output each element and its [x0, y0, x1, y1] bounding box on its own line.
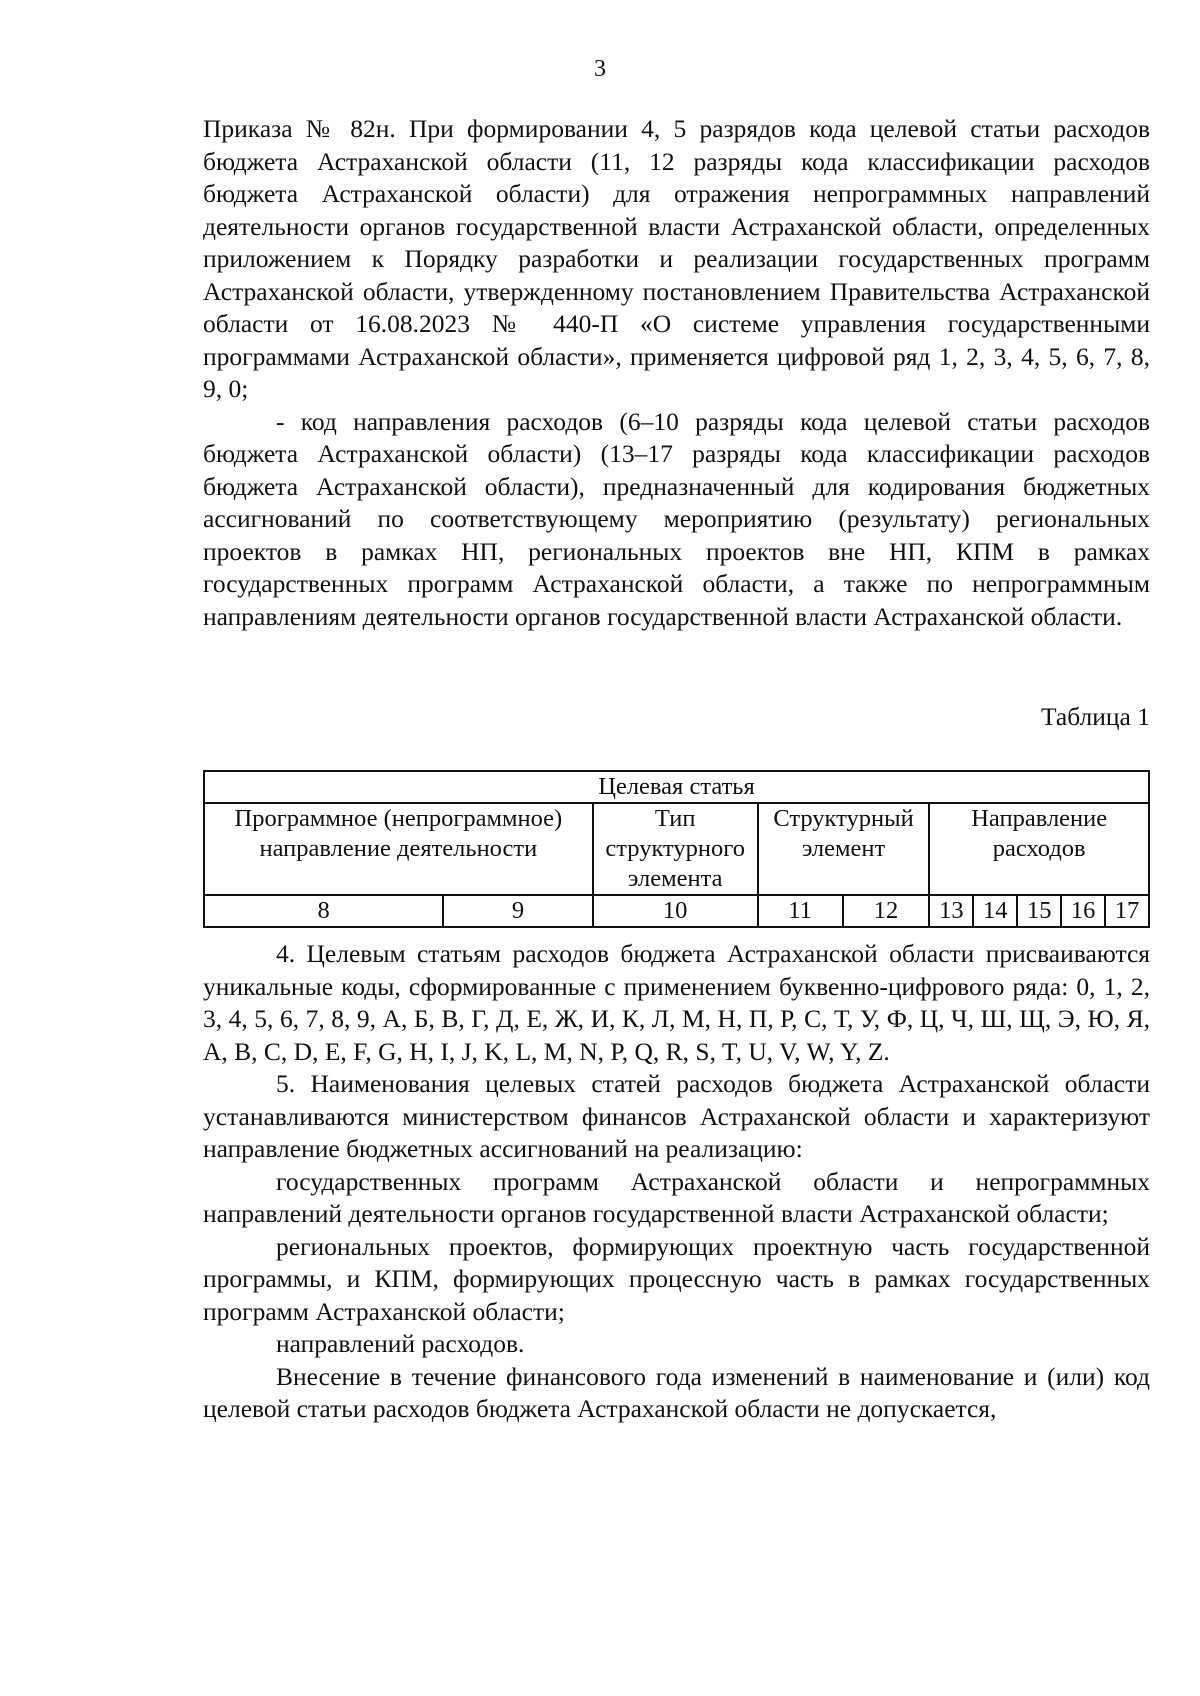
- header-direction-line2: расходов: [929, 834, 1149, 864]
- text-block-bottom: [203, 938, 1150, 1426]
- header-type-line2: структурного: [593, 834, 758, 864]
- digit-cell: 13: [929, 895, 973, 927]
- header-struct-line2: элемент: [758, 834, 930, 864]
- digit-cell: 11: [758, 895, 843, 927]
- header-direction-line1: Направление: [929, 803, 1149, 834]
- header-program-line2: направление деятельности: [204, 834, 593, 864]
- paragraph: 5. Наименования целевых статей расходов бюджета Астраханской области устанавливаются министерством финансов Астраханской области и характеризуют направление бюджетных ассигнований на реализацию:: [203, 1069, 1150, 1163]
- header-program-line1: Программное (непрограммное): [204, 803, 593, 834]
- header-type-line3: элемента: [593, 864, 758, 895]
- digit-cell: 8: [204, 895, 443, 927]
- text-block-top: [203, 113, 1150, 633]
- paragraph: государственных программ Астраханской области и непрограммных направлений деятельности органов государственной власти Астраханской области;: [203, 1166, 1150, 1228]
- digit-cell: 10: [593, 895, 758, 927]
- digit-cell: 9: [443, 895, 593, 927]
- paragraph: направлений расходов.: [276, 1329, 525, 1358]
- digit-cell: 14: [973, 895, 1017, 927]
- paragraph: 4. Целевым статьям расходов бюджета Астраханской области присваиваются уникальные коды, сформированные с применением буквенно-цифрового ряда: 0, 1, 2, 3, 4, 5, 6, 7, 8, 9, А, Б, В, Г, Д, Е, Ж, И, К, Л, М, Н, П, Р, С, Т, У, Ф, Ц, Ч, Ш, Щ, Э, Ю, Я, A, B, C, D, E, F, G, H, I, J, K, L, M, N, P, Q, R, S, T, U, V, W, Y, Z.: [203, 939, 1150, 1066]
- digit-cell: 12: [843, 895, 930, 927]
- digit-cell: 17: [1105, 895, 1149, 927]
- digit-cell: 16: [1061, 895, 1105, 927]
- table-title: Целевая статья: [204, 771, 1149, 803]
- digit-cell: 15: [1017, 895, 1061, 927]
- paragraph: региональных проектов, формирующих проектную часть государственной программы, и КПМ, формирующих процессную часть в рамках государственных программ Астраханской области;: [203, 1231, 1150, 1326]
- paragraph: Внесение в течение финансового года изменений в наименование и (или) код целевой статьи расходов бюджета Астраханской области не допускается,: [203, 1361, 1150, 1423]
- header-struct-line1: Структурный: [758, 803, 930, 834]
- paragraph: Приказа № 82н. При формировании 4, 5 разрядов кода целевой статьи расходов бюджета Астраханской области (11, 12 разряды кода классификации расходов бюджета Астраханской области) для отражения непрограммных направлений деятельности органов государственной власти Астраханской области, определенных приложением к Порядку разработки и реализации государственных программ Астраханской области, утвержденному постановлением Правительства Астраханской области от 16.08.2023 № 440-П «О системе управления государственными программами Астраханской области», применяется цифровой ряд 1, 2, 3, 4, 5, 6, 7, 8, 9, 0;: [203, 114, 1150, 403]
- page-number: 3: [594, 56, 606, 82]
- table-caption: Таблица 1: [1040, 702, 1150, 731]
- header-type-line1: Тип: [593, 803, 758, 834]
- code-structure-table: [203, 770, 1150, 928]
- paragraph: - код направления расходов (6–10 разряды кода целевой статьи расходов бюджета Астраханской области) (13–17 разряды кода классификации расходов бюджета Астраханской области), предназначенный для кодирования бюджетных ассигнований по соответствующему мероприятию (результату) региональных проектов в рамках НП, региональных проектов вне НП, КПМ в рамках государственных программ Астраханской области, а также по непрограммным направлениям деятельности органов государственной власти Астраханской области.: [203, 406, 1150, 631]
